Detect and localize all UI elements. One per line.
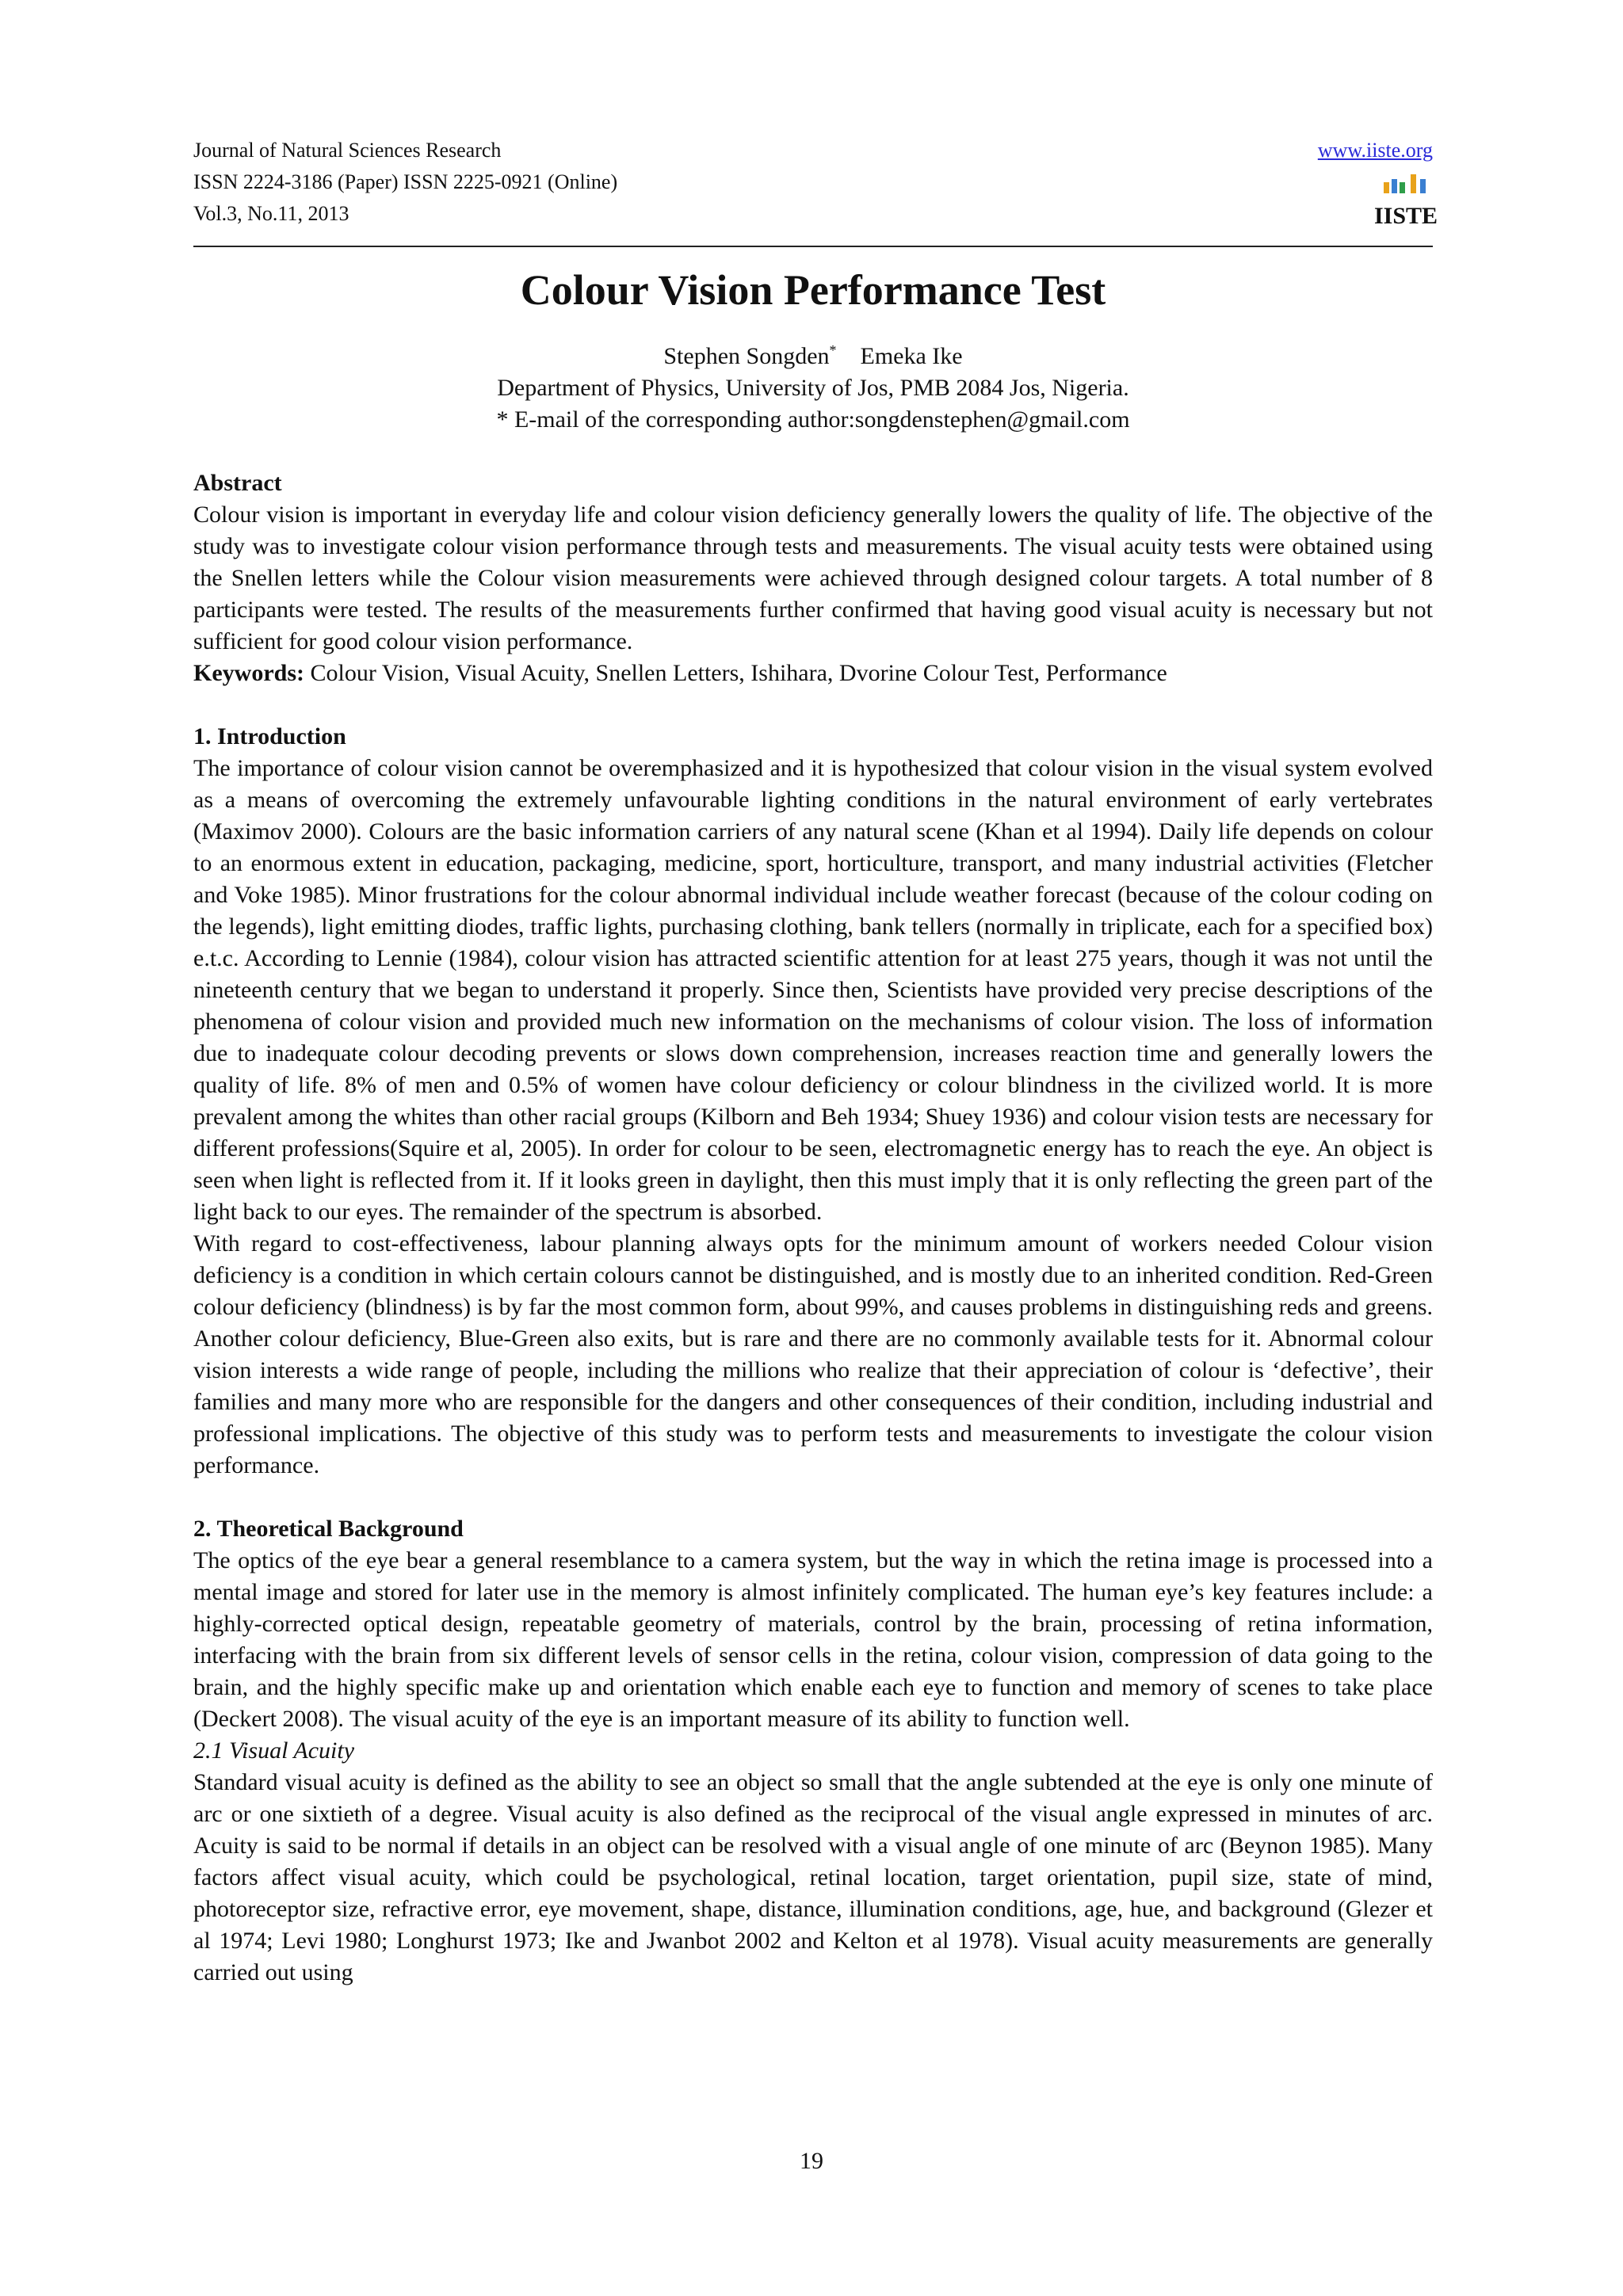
abstract-heading: Abstract (193, 470, 282, 496)
corresponding-mark: * (829, 342, 837, 358)
author-2: Emeka Ike (860, 343, 963, 369)
spacer (193, 689, 1433, 721)
volume-line: Vol.3, No.11, 2013 (193, 202, 349, 225)
keywords (193, 658, 1433, 689)
journal-url-link[interactable]: www.iiste.org (1317, 139, 1433, 162)
paper-body (193, 258, 1433, 1989)
paper-title: Colour Vision Performance Test (520, 266, 1106, 314)
logo-bar-2 (1392, 179, 1397, 193)
author-line (193, 341, 1433, 372)
corresponding-email: * E-mail of the corresponding author:songdenstephen@gmail.com (496, 406, 1130, 433)
author-1: Stephen Songden (663, 343, 830, 369)
page-number: 19 (800, 2148, 823, 2174)
spacer (193, 436, 1433, 467)
journal-name: Journal of Natural Sciences Research (193, 139, 502, 162)
visual-acuity-paragraph: Standard visual acuity is defined as the ability to see an object so small that the angle subtended at the eye is only one minute of arc or one sixtieth of a degree. Visual acuity is also defined as the reciprocal of the visual angle expressed in minutes of arc. Acuity is said to be normal if details in an object can be resolved with a visual angle of one minute of arc (Beynon 1985). Many factors affect visual acuity, which could be psychological, retinal location, target orientation, pupil size, state of mind, photoreceptor size, refractive error, eye movement, shape, distance, illumination conditions, age, hue, and background (Glezer et al 1974; Levi 1980; Longhurst 1973; Ike and Jwanbot 2002 and Kelton et al 1978). Visual acuity measurements are generally carried out using (193, 1769, 1433, 1985)
spacer (193, 1482, 1433, 1513)
issn-line: ISSN 2224-3186 (Paper) ISSN 2225-0921 (Online) (193, 170, 618, 193)
logo-wordmark: IISTE (1373, 203, 1438, 229)
introduction-paragraph-2: With regard to cost-effectiveness, labour planning always opts for the minimum amount of workers needed Colour vision deficiency is a condition in which certain colours cannot be distinguished, and is mostly due to an inherited condition. Red-Green colour deficiency (blindness) is by far the most common form, about 99%, and causes problems in distinguishing reds and greens. Another colour deficiency, Blue-Green also exits, but is rare and there are no commonly available tests for it. Abnormal colour vision interests a wide range of people, including the millions who realize that their appreciation of colour is ‘defective’, their families and many more who are responsible for the dangers and other consequences of their condition, including industrial and professional implications. The objective of this study was to perform tests and measurements to investigate the colour vision performance. (193, 1230, 1433, 1478)
logo-bar-1 (1384, 182, 1389, 193)
visual-acuity-subheading: 2.1 Visual Acuity (193, 1737, 355, 1764)
introduction-heading: 1. Introduction (193, 723, 346, 749)
logo-bar-4 (1411, 174, 1416, 193)
journal-header (193, 136, 1438, 255)
affiliation: Department of Physics, University of Jos, PMB 2084 Jos, Nigeria. (497, 375, 1129, 401)
logo-bar-5 (1420, 179, 1426, 193)
abstract-text: Colour vision is important in everyday life and colour vision deficiency generally lowers the quality of life. The objective of the study was to investigate colour vision performance through tests and measurements. The visual acuity tests were obtained using the Snellen letters while the Colour vision measurements were achieved through designed colour targets. A total number of 8 participants were tested. The results of the measurements further confirmed that having good visual acuity is necessary but not sufficient for good colour vision performance. (193, 502, 1433, 654)
logo-bar-3 (1400, 182, 1405, 193)
background-paragraph-1: The optics of the eye bear a general resemblance to a camera system, but the way in which the retina image is processed into a mental image and stored for later use in the memory is almost infinitely complicated. The human eye’s key features include: a highly-corrected optical design, repeatable geometry of materials, control by the brain, processing of retina information, interfacing with the brain from six different levels of sensor cells in the retina, colour vision, compression of data going to the brain, and the highly specific make up and orientation which enable each eye to function and memory of scenes to take place (Deckert 2008). The visual acuity of the eye is an important measure of its ability to function well. (193, 1547, 1433, 1732)
introduction-paragraph-1: The importance of colour vision cannot be overemphasized and it is hypothesized that colour vision in the visual system evolved as a means of overcoming the extremely unfavourable lighting conditions in the natural environment of early vertebrates (Maximov 2000). Colours are the basic information carriers of any natural scene (Khan et al 1994). Daily life depends on colour to an enormous extent in education, packaging, medicine, sport, horticulture, transport, and many industrial activities (Fletcher and Voke 1985). Minor frustrations for the colour abnormal individual include weather forecast (because of the colour coding on the legends), light emitting diodes, traffic lights, purchasing clothing, bank tellers (normally in triplicate, each for a specified box) e.t.c. According to Lennie (1984), colour vision has attracted scientific attention for at least 275 years, though it was not until the nineteenth century that we began to understand it properly. Since then, Scientists have provided very precise descriptions of the phenomena of colour vision and provided much new information on the mechanisms of colour vision. The loss of information due to inadequate colour decoding prevents or slows down comprehension, increases reaction time and generally lowers the quality of life. 8% of men and 0.5% of women have colour deficiency or colour blindness in the civilized world. It is more prevalent among the whites than other racial groups (Kilborn and Beh 1934; Shuey 1936) and colour vision tests are necessary for different professions(Squire et al, 2005). In order for colour to be seen, electromagnetic energy has to reach the eye. An object is seen when light is reflected from it. If it looks green in daylight, then this must imply that it is only reflecting the green part of the light back to our eyes. The remainder of the spectrum is absorbed. (193, 755, 1433, 1225)
keywords-label: Keywords: (193, 660, 304, 686)
iiste-logo (1373, 171, 1438, 229)
background-heading: 2. Theoretical Background (193, 1516, 464, 1542)
header-divider (193, 246, 1433, 247)
keywords-list: Colour Vision, Visual Acuity, Snellen Letters, Ishihara, Dvorine Colour Test, Performance (304, 660, 1167, 686)
